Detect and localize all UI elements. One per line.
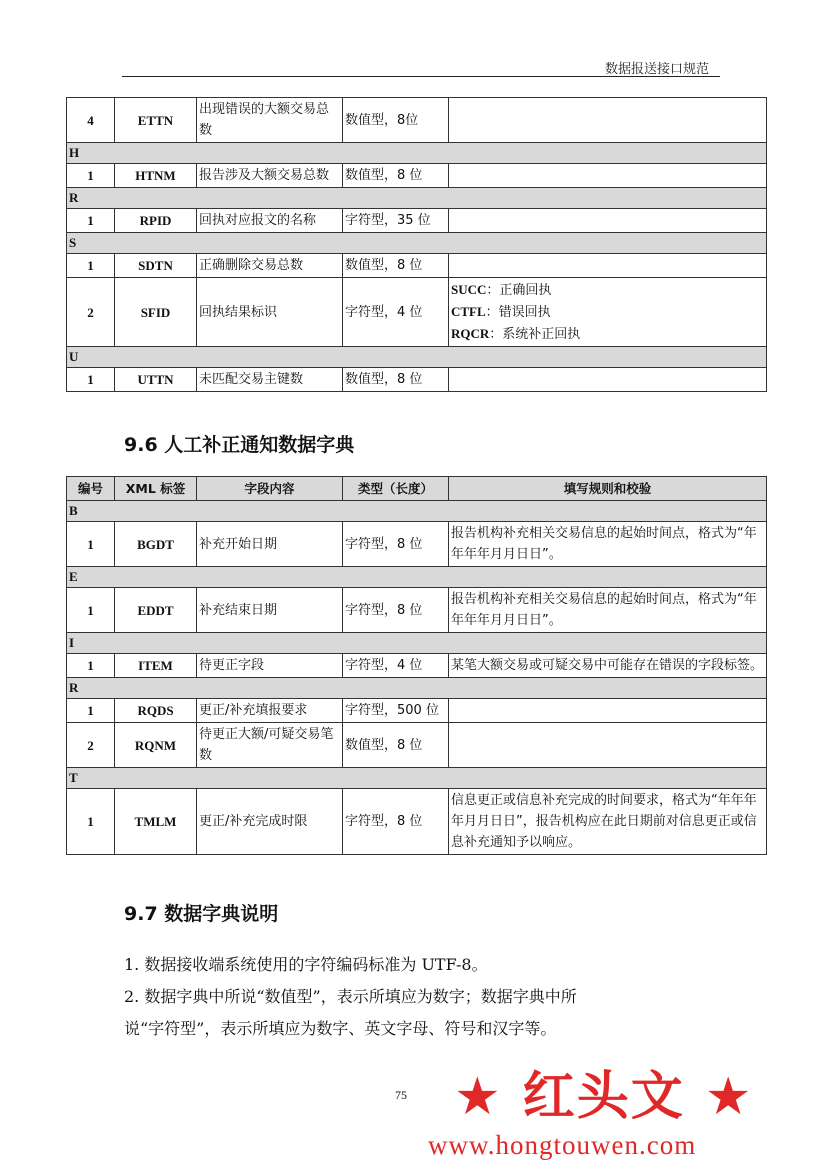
rule-code: RQCR: [451, 326, 490, 341]
table-row: [67, 654, 767, 678]
table-row: [67, 254, 767, 278]
watermark-logo: [428, 1046, 827, 1170]
group-letter: I: [67, 633, 767, 654]
rule-line: [451, 323, 764, 345]
cell-xml-tag: RQDS: [115, 699, 197, 723]
group-row: [67, 768, 767, 789]
paragraph-1: 1. 数据接收端系统使用的字符编码标准为 UTF-8。: [124, 955, 488, 974]
watermark-url: www.hongtouwen.com: [428, 1130, 697, 1160]
table-row: [67, 368, 767, 392]
cell-xml-tag: ITEM: [115, 654, 197, 678]
cell-no: 1: [67, 522, 115, 567]
cell-rule: [449, 164, 767, 188]
cell-rule: [449, 699, 767, 723]
table-header-row: [67, 477, 767, 501]
col-header-type: 类型（长度）: [343, 477, 449, 501]
cell-xml-tag: UTTN: [115, 368, 197, 392]
table-row: [67, 278, 767, 347]
cell-content: 补充结束日期: [197, 588, 343, 633]
table-row: [67, 699, 767, 723]
cell-xml-tag: TMLM: [115, 789, 197, 855]
rule-text: ：错误回执: [485, 305, 551, 320]
section-9-7-title: 9.7 数据字典说明: [124, 903, 279, 925]
paragraph-2-line-2: 说“字符型”，表示所填应为数字、英文字母、符号和汉字等。: [124, 1019, 557, 1038]
rule-text: ：系统补正回执: [489, 327, 581, 342]
group-letter: S: [67, 233, 767, 254]
cell-xml-tag: RPID: [115, 209, 197, 233]
cell-content: 待更正大额/可疑交易笔数: [197, 723, 343, 768]
cell-xml-tag: EDDT: [115, 588, 197, 633]
rule-code: CTFL: [451, 304, 486, 319]
cell-type: 字符型，4 位: [343, 278, 449, 347]
cell-content: 补充开始日期: [197, 522, 343, 567]
cell-no: 1: [67, 588, 115, 633]
rule-code: SUCC: [451, 282, 487, 297]
group-row: [67, 143, 767, 164]
cell-rule: [449, 98, 767, 143]
table-row: [67, 723, 767, 768]
cell-rule: 报告机构补充相关交易信息的起始时间点，格式为“年年年年月月日日”。: [449, 588, 767, 633]
cell-rule: [449, 254, 767, 278]
cell-xml-tag: SFID: [115, 278, 197, 347]
group-row: [67, 233, 767, 254]
page-number: 75: [395, 1088, 407, 1102]
table-row: [67, 98, 767, 143]
cell-no: 2: [67, 278, 115, 347]
section-9-6-title: 9.6 人工补正通知数据字典: [124, 434, 355, 456]
cell-rule: [449, 368, 767, 392]
cell-content: 报告涉及大额交易总数: [197, 164, 343, 188]
group-letter: T: [67, 768, 767, 789]
cell-xml-tag: ETTN: [115, 98, 197, 143]
cell-rule: [449, 278, 767, 347]
cell-no: 1: [67, 254, 115, 278]
rule-line: [451, 279, 764, 301]
dictionary-table-manual-correction: [66, 476, 767, 855]
col-header-content: 字段内容: [197, 477, 343, 501]
cell-rule: 信息更正或信息补充完成的时间要求，格式为“年年年年月月日日”，报告机构应在此日期前对信息更正或信息补充通知予以响应。: [449, 789, 767, 855]
col-header-no: 编号: [67, 477, 115, 501]
table-row: [67, 522, 767, 567]
cell-content: 出现错误的大额交易总数: [197, 98, 343, 143]
table-row: [67, 588, 767, 633]
cell-content: 更正/补充填报要求: [197, 699, 343, 723]
cell-no: 1: [67, 209, 115, 233]
cell-no: 1: [67, 368, 115, 392]
group-letter: H: [67, 143, 767, 164]
table-row: [67, 209, 767, 233]
group-letter: B: [67, 501, 767, 522]
cell-type: 字符型，8 位: [343, 588, 449, 633]
group-letter: R: [67, 678, 767, 699]
cell-xml-tag: RQNM: [115, 723, 197, 768]
dictionary-table-receipt: [66, 97, 767, 392]
group-row: [67, 633, 767, 654]
rule-line: [451, 301, 764, 323]
cell-type: 字符型，4 位: [343, 654, 449, 678]
paragraph-2-line-1: 2. 数据字典中所说“数值型”，表示所填应为数字；数据字典中所: [124, 987, 577, 1006]
watermark-title: ★ 红头文 ★: [454, 1067, 754, 1127]
group-row: [67, 567, 767, 588]
group-letter: E: [67, 567, 767, 588]
cell-type: 字符型，8 位: [343, 789, 449, 855]
cell-no: 1: [67, 789, 115, 855]
cell-content: 回执结果标识: [197, 278, 343, 347]
table-row: [67, 789, 767, 855]
col-header-rule: 填写规则和校验: [449, 477, 767, 501]
group-row: [67, 347, 767, 368]
cell-rule: [449, 209, 767, 233]
cell-no: 1: [67, 699, 115, 723]
cell-no: 1: [67, 654, 115, 678]
cell-content: 待更正字段: [197, 654, 343, 678]
cell-xml-tag: SDTN: [115, 254, 197, 278]
group-row: [67, 678, 767, 699]
cell-type: 数值型，8 位: [343, 368, 449, 392]
cell-type: 数值型，8 位: [343, 164, 449, 188]
cell-type: 数值型，8位: [343, 98, 449, 143]
group-row: [67, 188, 767, 209]
cell-xml-tag: BGDT: [115, 522, 197, 567]
group-letter: R: [67, 188, 767, 209]
cell-xml-tag: HTNM: [115, 164, 197, 188]
cell-type: 字符型，35 位: [343, 209, 449, 233]
cell-content: 回执对应报文的名称: [197, 209, 343, 233]
header-rule: [122, 76, 720, 77]
cell-type: 字符型，8 位: [343, 522, 449, 567]
cell-no: 4: [67, 98, 115, 143]
cell-content: 正确删除交易总数: [197, 254, 343, 278]
col-header-xml-tag: XML 标签: [115, 477, 197, 501]
running-header: 数据报送接口规范: [604, 62, 709, 77]
rule-text: ：正确回执: [486, 283, 552, 298]
cell-no: 2: [67, 723, 115, 768]
group-row: [67, 501, 767, 522]
cell-type: 数值型，8 位: [343, 254, 449, 278]
table-row: [67, 164, 767, 188]
cell-no: 1: [67, 164, 115, 188]
cell-content: 未匹配交易主键数: [197, 368, 343, 392]
cell-rule: [449, 723, 767, 768]
group-letter: U: [67, 347, 767, 368]
cell-rule: 报告机构补充相关交易信息的起始时间点，格式为“年年年年月月日日”。: [449, 522, 767, 567]
cell-content: 更正/补充完成时限: [197, 789, 343, 855]
cell-type: 数值型，8 位: [343, 723, 449, 768]
cell-type: 字符型，500 位: [343, 699, 449, 723]
cell-rule: 某笔大额交易或可疑交易中可能存在错误的字段标签。: [449, 654, 767, 678]
